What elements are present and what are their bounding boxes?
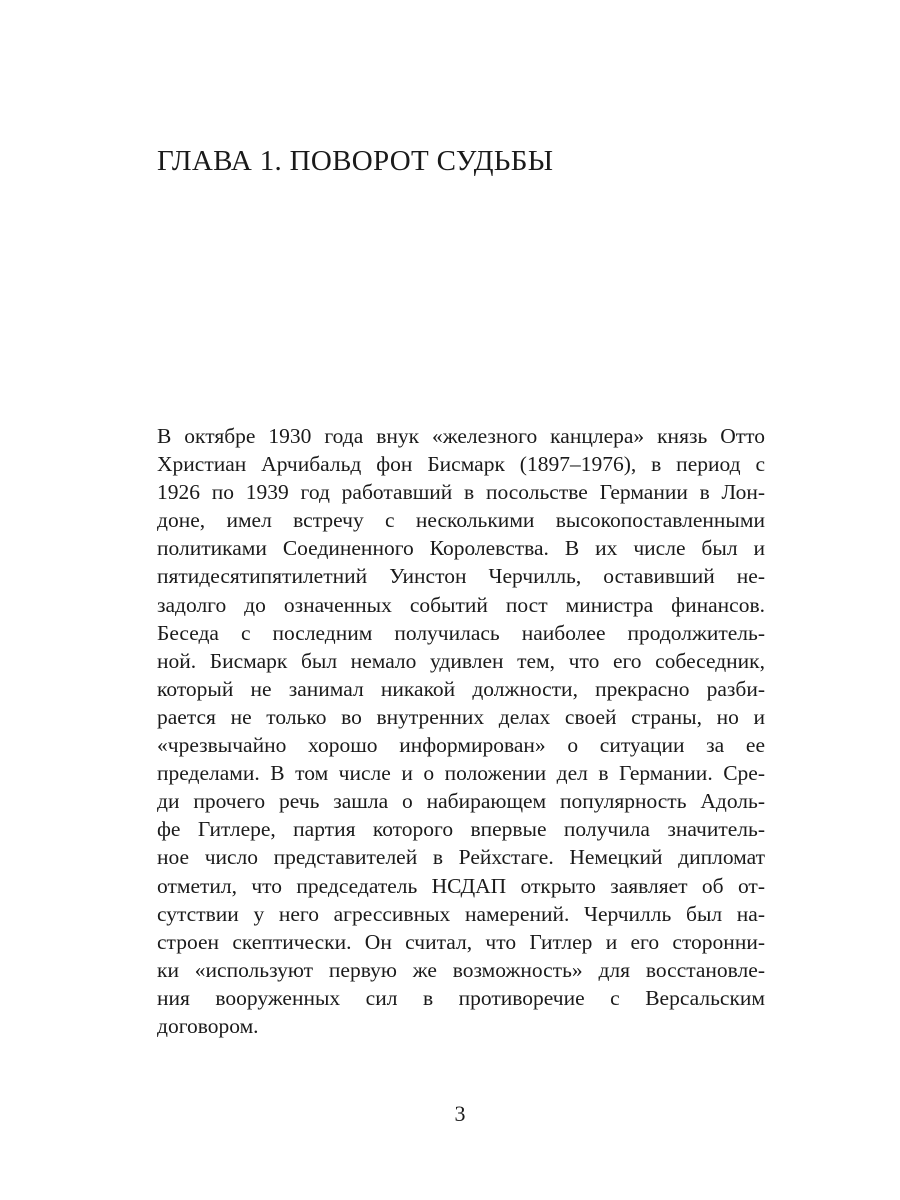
text-line: пятидесятипятилетний Уинстон Черчилль, оставивший не-: [157, 564, 765, 589]
text-line: ной. Бисмарк был немало удивлен тем, что его собеседник,: [157, 648, 765, 673]
text-line: задолго до означенных событий пост министра финансов.: [157, 592, 765, 617]
text-line: ния вооруженных сил в противоречие с Версальским: [157, 985, 765, 1010]
body-paragraph: [157, 422, 765, 1040]
text-line: строен скептически. Он считал, что Гитлер и его сторонни-: [157, 929, 765, 954]
text-line: отметил, что председатель НСДАП открыто заявляет об от-: [157, 873, 765, 898]
text-line: политиками Соединенного Королевства. В их числе был и: [157, 536, 765, 561]
text-line: фе Гитлере, партия которого впервые получила значитель-: [157, 817, 765, 842]
text-line: ди прочего речь зашла о набирающем популярность Адоль-: [157, 789, 765, 814]
text-line: ки «используют первую же возможность» для восстановле-: [157, 957, 765, 982]
text-line: 1926 по 1939 год работавший в посольстве Германии в Лон-: [157, 480, 765, 505]
chapter-title: ГЛАВА 1. ПОВОРОТ СУДЬБЫ: [157, 145, 554, 177]
text-line: В октябре 1930 года внук «железного канцлера» князь Отто: [157, 424, 765, 448]
text-line: сутствии у него агрессивных намерений. Черчилль был на-: [157, 901, 765, 926]
text-line: рается не только во внутренних делах своей страны, но и: [157, 704, 765, 729]
text-line: который не занимал никакой должности, прекрасно разби-: [157, 676, 765, 701]
text-line: «чрезвычайно хорошо информирован» о ситуации за ее: [157, 733, 765, 758]
text-line: договором.: [157, 1013, 259, 1038]
text-line: пределами. В том числе и о положении дел в Германии. Сре-: [157, 761, 765, 786]
text-line: доне, имел встречу с несколькими высокопоставленными: [157, 508, 765, 533]
text-line: Беседа с последним получилась наиболее продолжитель-: [157, 620, 765, 645]
page-number: 3: [454, 1101, 466, 1126]
text-line: ное число представителей в Рейхстаге. Немецкий дипломат: [157, 845, 765, 870]
text-line: Христиан Арчибальд фон Бисмарк (1897–1976), в период с: [157, 452, 765, 477]
